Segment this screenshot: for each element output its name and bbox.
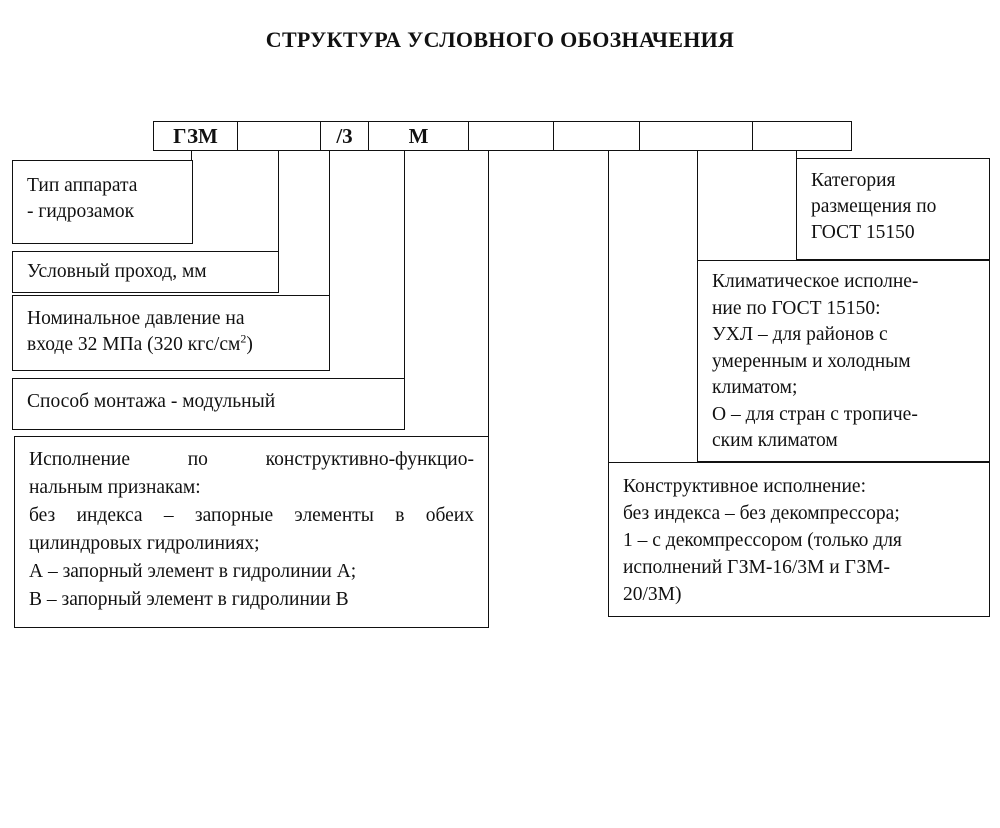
box-mounting-method: Способ монтажа - модульный [12,378,405,430]
code-cell-bore [238,122,321,150]
code-cell-placement [753,122,851,150]
connector-climate [697,151,698,260]
code-cell-mounting: М [369,122,469,150]
connector-mounting [404,151,405,378]
code-cell-pressure: /3 [321,122,369,150]
connector-pressure [329,151,330,295]
box-nominal-bore: Условный проход, мм [12,251,279,293]
connector-design [608,151,609,462]
box-design-execution: Конструктивное исполнение: без индекса – без декомпрессора; 1 – с декомпрессором (только для исполнений ГЗМ-16/3М и ГЗМ- 20/3М) [608,462,990,617]
code-cell-type: ГЗМ [154,122,238,150]
code-cell-climate [640,122,753,150]
connector-bore [278,151,279,251]
box-device-type: Тип аппарата - гидрозамок [12,160,193,244]
box-placement-category: Категория размещения по ГОСТ 15150 [796,158,990,260]
designation-code-row [153,121,852,151]
box-functional-execution: Исполнение по конструктивно-функцио- нальным признакам: без индекса – запорные элементы в обеих цилиндровых гидролиниях; А – запорный элемент в гидролинии А; В – запорный элемент в гидролинии В [14,436,489,628]
code-cell-execution [469,122,554,150]
diagram-title: СТРУКТУРА УСЛОВНОГО ОБОЗНАЧЕНИЯ [265,27,735,52]
connector-execution [488,151,489,436]
code-cell-design [554,122,640,150]
box-climatic-execution: Климатическое исполне- ние по ГОСТ 15150: УХЛ – для районов с умеренным и холодным климатом; О – для стран с тропиче- ским климатом [697,260,990,462]
box-nominal-pressure: Номинальное давление на входе 32 МПа (320 кгс/$см^2$) [12,295,330,371]
